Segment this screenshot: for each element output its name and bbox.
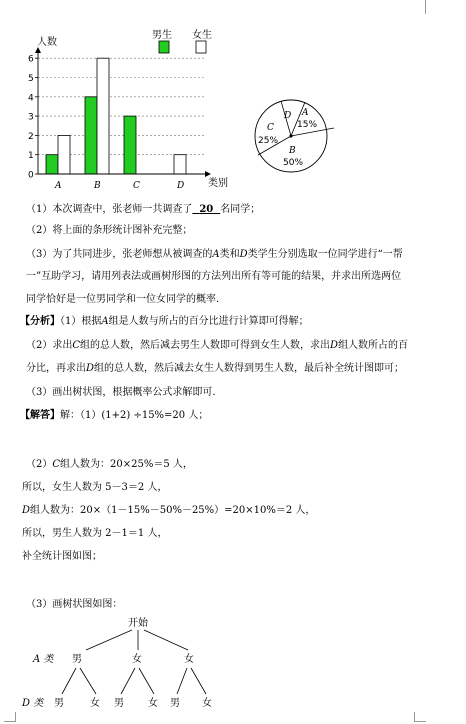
tree-branch xyxy=(191,668,206,694)
tree-node: 男 xyxy=(72,654,82,665)
solution-1: 【解答】解：（1）(1+2) ÷15%=20 人； xyxy=(20,410,209,421)
analysis-2-line-2: 分比，再求出D组的总人数，然后减去女生人数得到男生人数，最后补全统计图即可； xyxy=(26,363,405,374)
y-tick-label: 4 xyxy=(28,93,34,104)
y-tick-label: 5 xyxy=(28,74,34,84)
solution-2-line-5: 补全统计图如图； xyxy=(22,551,102,562)
bar-girls-A xyxy=(58,135,70,174)
pie-slice-value-a: 15% xyxy=(297,120,318,130)
pie-chart xyxy=(245,98,345,178)
y-tick-label: 0 xyxy=(28,170,34,181)
tree-leaf: 男 xyxy=(114,698,124,709)
y-tick-label: 2 xyxy=(28,131,34,142)
analysis-2-line-1: （2）求出C组的总人数，然后减去男生人数即可得到女生人数，求出D组人数所占的百 xyxy=(26,340,409,351)
x-axis-arrow xyxy=(205,171,211,177)
tree-branch xyxy=(139,668,154,694)
x-tick-label: D xyxy=(177,181,185,190)
tree-row1-label: A 类 xyxy=(33,654,54,665)
page-corner-mark xyxy=(414,712,426,722)
pie-slice-label-d: D xyxy=(284,111,292,121)
pie-slice-label-b: B xyxy=(289,146,296,156)
solution-2-line-3: D组人数为：20×（1－15%－50%－25%）=20×10%＝2 人， xyxy=(22,505,316,516)
question-3-line-2: 一”互助学习，请用列表法或画树形图的方法列出所有等可能的结果，并求出所选两位 xyxy=(26,271,402,282)
analysis-1: 【分析】（1）根据A组是人数与所占的百分比进行计算即可得解； xyxy=(20,316,309,327)
y-axis-label: 人数 xyxy=(37,37,57,48)
legend-label-boys: 男生 xyxy=(152,30,172,41)
x-axis-label: 类别 xyxy=(208,178,228,189)
solution-2-line-2: 所以，女生人数为 5－3＝2 人， xyxy=(22,482,168,493)
tree-branch xyxy=(121,668,135,694)
solution-2-line-1: （2）C组人数为：20×25%＝5 人， xyxy=(26,459,193,470)
bar-boys-C xyxy=(124,116,136,174)
tree-leaf: 女 xyxy=(90,698,100,709)
pie-slice-value-c: 25% xyxy=(258,136,279,146)
tree-branch xyxy=(86,630,132,650)
analysis-3: （3）画出树状图，根据概率公式求解即可． xyxy=(26,387,223,398)
y-tick-label: 3 xyxy=(28,112,34,123)
tree-node: 女 xyxy=(184,654,194,665)
question-1: （1）本次调查中，张老师一共调查了 20 名同学； xyxy=(26,204,261,215)
x-tick-label: C xyxy=(133,181,140,190)
question-3-line-3: 同学恰好是一位男同学和一位女同学的概率． xyxy=(26,294,226,305)
tree-root: 开始 xyxy=(128,618,148,629)
bar-boys-B xyxy=(85,97,97,174)
pie-slice-value-b: 50% xyxy=(283,158,304,168)
tree-branch xyxy=(80,668,96,694)
bar-boys-A xyxy=(46,155,58,174)
x-tick-label: A xyxy=(55,181,62,190)
solution-3: （3）画树状图如图： xyxy=(26,599,123,610)
y-tick-label: 1 xyxy=(28,151,34,162)
x-tick-label: B xyxy=(94,181,101,190)
pie-slice-label-c: C xyxy=(267,123,274,133)
tree-leaf: 女 xyxy=(148,698,158,709)
tree-leaf: 男 xyxy=(170,698,180,709)
tree-node: 女 xyxy=(132,654,142,665)
question-2: （2）将上面的条形统计图补充完整； xyxy=(26,225,193,236)
tree-leaf: 男 xyxy=(54,698,64,709)
pie-center xyxy=(289,134,292,137)
bar-chart xyxy=(0,0,250,190)
tree-row2-label: D 类 xyxy=(22,698,44,709)
bar-girls-B xyxy=(97,58,109,174)
legend-swatch-boys xyxy=(159,41,169,53)
legend-label-girls: 女生 xyxy=(192,30,212,41)
solution-2-line-4: 所以，男生人数为 2－1＝1 人， xyxy=(22,528,168,539)
legend-swatch-girls xyxy=(196,41,206,53)
question-3-line-1: （3）为了共同进步，张老师想从被调查的A类和D类学生分别选取一位同学进行“一帮 xyxy=(26,249,403,260)
y-tick-label: 6 xyxy=(28,54,34,65)
pie-slice-label-a: A xyxy=(302,108,309,118)
tree-branch xyxy=(177,668,187,694)
bar-girls-D xyxy=(174,155,186,174)
tree-branch xyxy=(144,630,188,650)
tree-leaf: 女 xyxy=(202,698,212,709)
tree-diagram xyxy=(0,610,260,720)
page-corner-mark xyxy=(425,0,426,14)
tree-branch xyxy=(62,668,76,694)
